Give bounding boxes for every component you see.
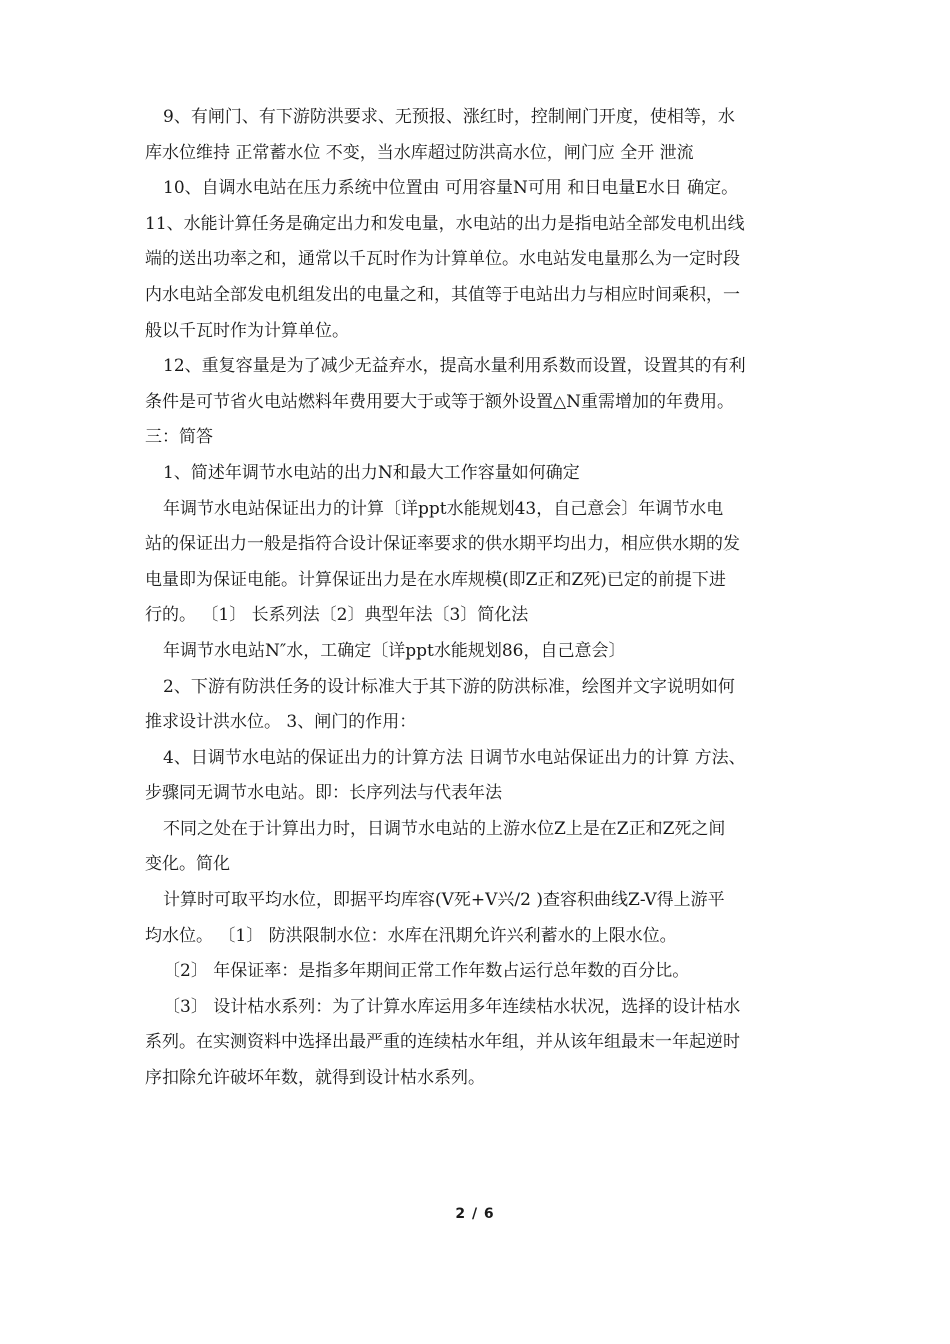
paragraph-line: 行的。 〔1〕 长系列法〔2〕典型年法〔3〕简化法 <box>145 605 529 626</box>
paragraph-line: 变化。简化 <box>145 854 230 875</box>
paragraph-line: 9、有闸门、有下游防洪要求、无预报、涨红时，控制闸门开度，使相等，水 <box>163 107 735 127</box>
paragraph-line: 步骤同无调节水电站。即：长序列法与代表年法 <box>145 783 502 804</box>
definition-line: 〔2〕 年保证率：是指多年期间正常工作年数占运行总年数的百分比。 <box>163 961 690 982</box>
paragraph-line: 10、自调水电站在压力系统中位置由 可用容量N可用 和日电量E水日 确定。 <box>163 178 739 199</box>
paragraph-line: 年调节水电站N″水，工确定〔详ppt水能规划86，自己意会〕 <box>163 640 626 661</box>
paragraph-line: 般以千瓦时作为计算单位。 <box>145 320 349 341</box>
page-number: 2 / 6 <box>455 1206 495 1222</box>
question-line: 1、简述年调节水电站的出力N和最大工作容量如何确定 <box>163 462 580 483</box>
paragraph-line: 推求设计洪水位。 3、闸门的作用： <box>145 712 417 733</box>
question-line: 2、下游有防洪任务的设计标准大于其下游的防洪标准，绘图并文字说明如何 <box>163 676 735 697</box>
paragraph-line: 年调节水电站保证出力的计算〔详ppt水能规划43，自己意会〕年调节水电 <box>163 498 724 519</box>
paragraph-line: 电量即为保证电能。计算保证出力是在水库规模(即Z正和Z死)已定的前提下进 <box>145 569 726 590</box>
paragraph-line: 库水位维持 正常蓄水位 不变，当水库超过防洪高水位，闸门应 全开 泄流 <box>145 142 694 163</box>
paragraph-line: 计算时可取平均水位，即据平均库容(V死+V兴/2 )查容积曲线Z-V得上游平 <box>163 890 725 911</box>
paragraph-line: 不同之处在于计算出力时，日调节水电站的上游水位Z上是在Z正和Z死之间 <box>163 818 726 839</box>
paragraph-line: 端的送出功率之和，通常以千瓦时作为计算单位。水电站发电量那么为一定时段 <box>145 249 740 270</box>
definition-line: 〔3〕 设计枯水系列：为了计算水库运用多年连续枯水状况，选择的设计枯水 <box>163 996 741 1017</box>
paragraph-line: 序扣除允许破坏年数，就得到设计枯水系列。 <box>145 1068 485 1089</box>
paragraph-line: 内水电站全部发电机组发出的电量之和，其值等于电站出力与相应时间乘积，一 <box>145 284 740 305</box>
paragraph-line: 11、水能计算任务是确定出力和发电量，水电站的出力是指电站全部发电机出线 <box>145 213 745 234</box>
paragraph-line: 均水位。 〔1〕 防洪限制水位：水库在汛期允许兴利蓄水的上限水位。 <box>145 925 677 946</box>
section-heading: 三：简答 <box>145 427 213 448</box>
paragraph-line: 12、重复容量是为了减少无益弃水，提高水量利用系数而设置，设置其的有利 <box>163 356 746 377</box>
paragraph-line: 条件是可节省火电站燃料年费用要大于或等于额外设置△N重需增加的年费用。 <box>145 391 734 412</box>
paragraph-line: 系列。在实测资料中选择出最严重的连续枯水年组，并从该年组最末一年起逆时 <box>145 1032 740 1053</box>
document-body <box>145 100 815 1097</box>
paragraph-line: 站的保证出力一般是指符合设计保证率要求的供水期平均出力，相应供水期的发 <box>145 534 740 555</box>
question-line: 4、日调节水电站的保证出力的计算方法 日调节水电站保证出力的计算 方法、 <box>163 747 746 768</box>
